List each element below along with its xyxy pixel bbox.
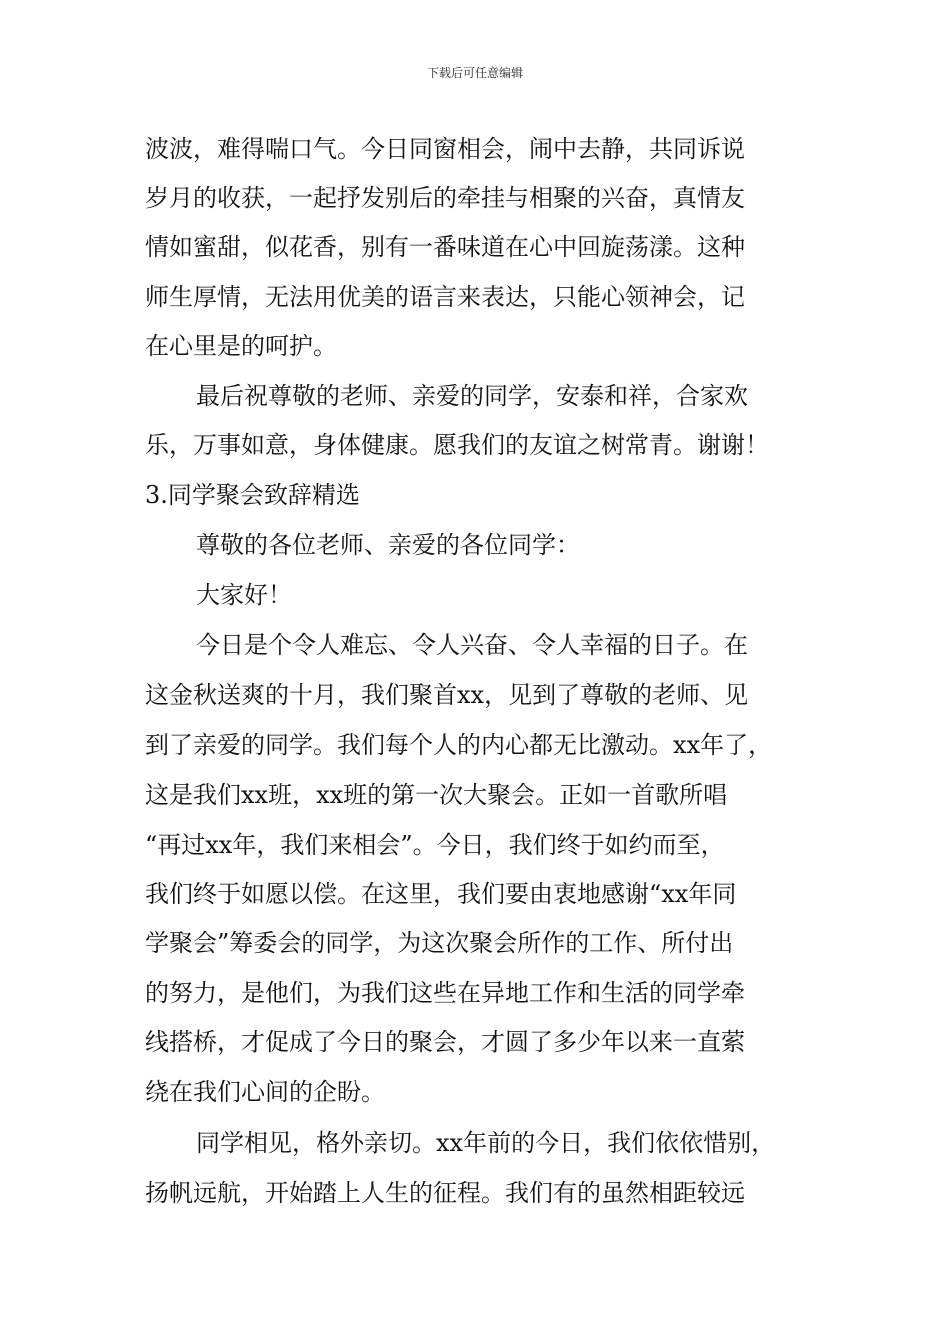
- text-line: 的努力，是他们，为我们这些在异地工作和生活的同学牵: [145, 979, 745, 1007]
- text-line: 线搭桥，才促成了今日的聚会，才圆了多少年以来一直萦: [145, 1028, 745, 1056]
- text-line: 我们终于如愿以偿。在这里，我们要由衷地感谢“xx年同: [145, 880, 737, 908]
- text-line: 波波，难得喘口气。今日同窗相会，闹中去静，共同诉说: [145, 135, 745, 163]
- text-line: 学聚会”筹委会的同学，为这次聚会所作的工作、所付出: [145, 929, 734, 957]
- section-heading: 3.同学聚会致辞精选: [145, 481, 360, 509]
- text-line: 同学相见，格外亲切。xx年前的今日，我们依依惜别，: [196, 1129, 776, 1157]
- text-line: 尊敬的各位老师、亲爱的各位同学：: [196, 531, 580, 559]
- page-header: 下载后可任意编辑: [426, 66, 523, 80]
- text-line: 乐，万事如意，身体健康。愿我们的友谊之树常青。谢谢！: [145, 431, 769, 459]
- text-line: 到了亲爱的同学。我们每个人的内心都无比激动。xx年了，: [145, 731, 773, 759]
- text-line: 扬帆远航，开始踏上人生的征程。我们有的虽然相距较远: [145, 1179, 745, 1207]
- text-line: 在心里是的呵护。: [145, 332, 337, 360]
- text-line: 大家好！: [196, 581, 292, 609]
- text-line: 绕在我们心间的企盼。: [145, 1078, 385, 1106]
- text-line: 这金秋送爽的十月，我们聚首xx，见到了尊敬的老师、见: [145, 681, 749, 709]
- text-line: 情如蜜甜，似花香，别有一番味道在心中回旋荡漾。这种: [145, 233, 745, 261]
- text-line: 师生厚情，无法用优美的语言来表达，只能心领神会，记: [145, 283, 745, 311]
- text-line: “再过xx年，我们来相会”。今日，我们终于如约而至，: [145, 831, 725, 859]
- text-line: 最后祝尊敬的老师、亲爱的同学，安泰和祥，合家欢: [196, 382, 748, 410]
- text-line: 岁月的收获，一起抒发别后的牵挂与相聚的兴奋，真情友: [145, 184, 745, 212]
- text-line: 今日是个令人难忘、令人兴奋、令人幸福的日子。在: [196, 631, 748, 659]
- text-line: 这是我们xx班，xx班的第一次大聚会。正如一首歌所唱: [145, 781, 728, 809]
